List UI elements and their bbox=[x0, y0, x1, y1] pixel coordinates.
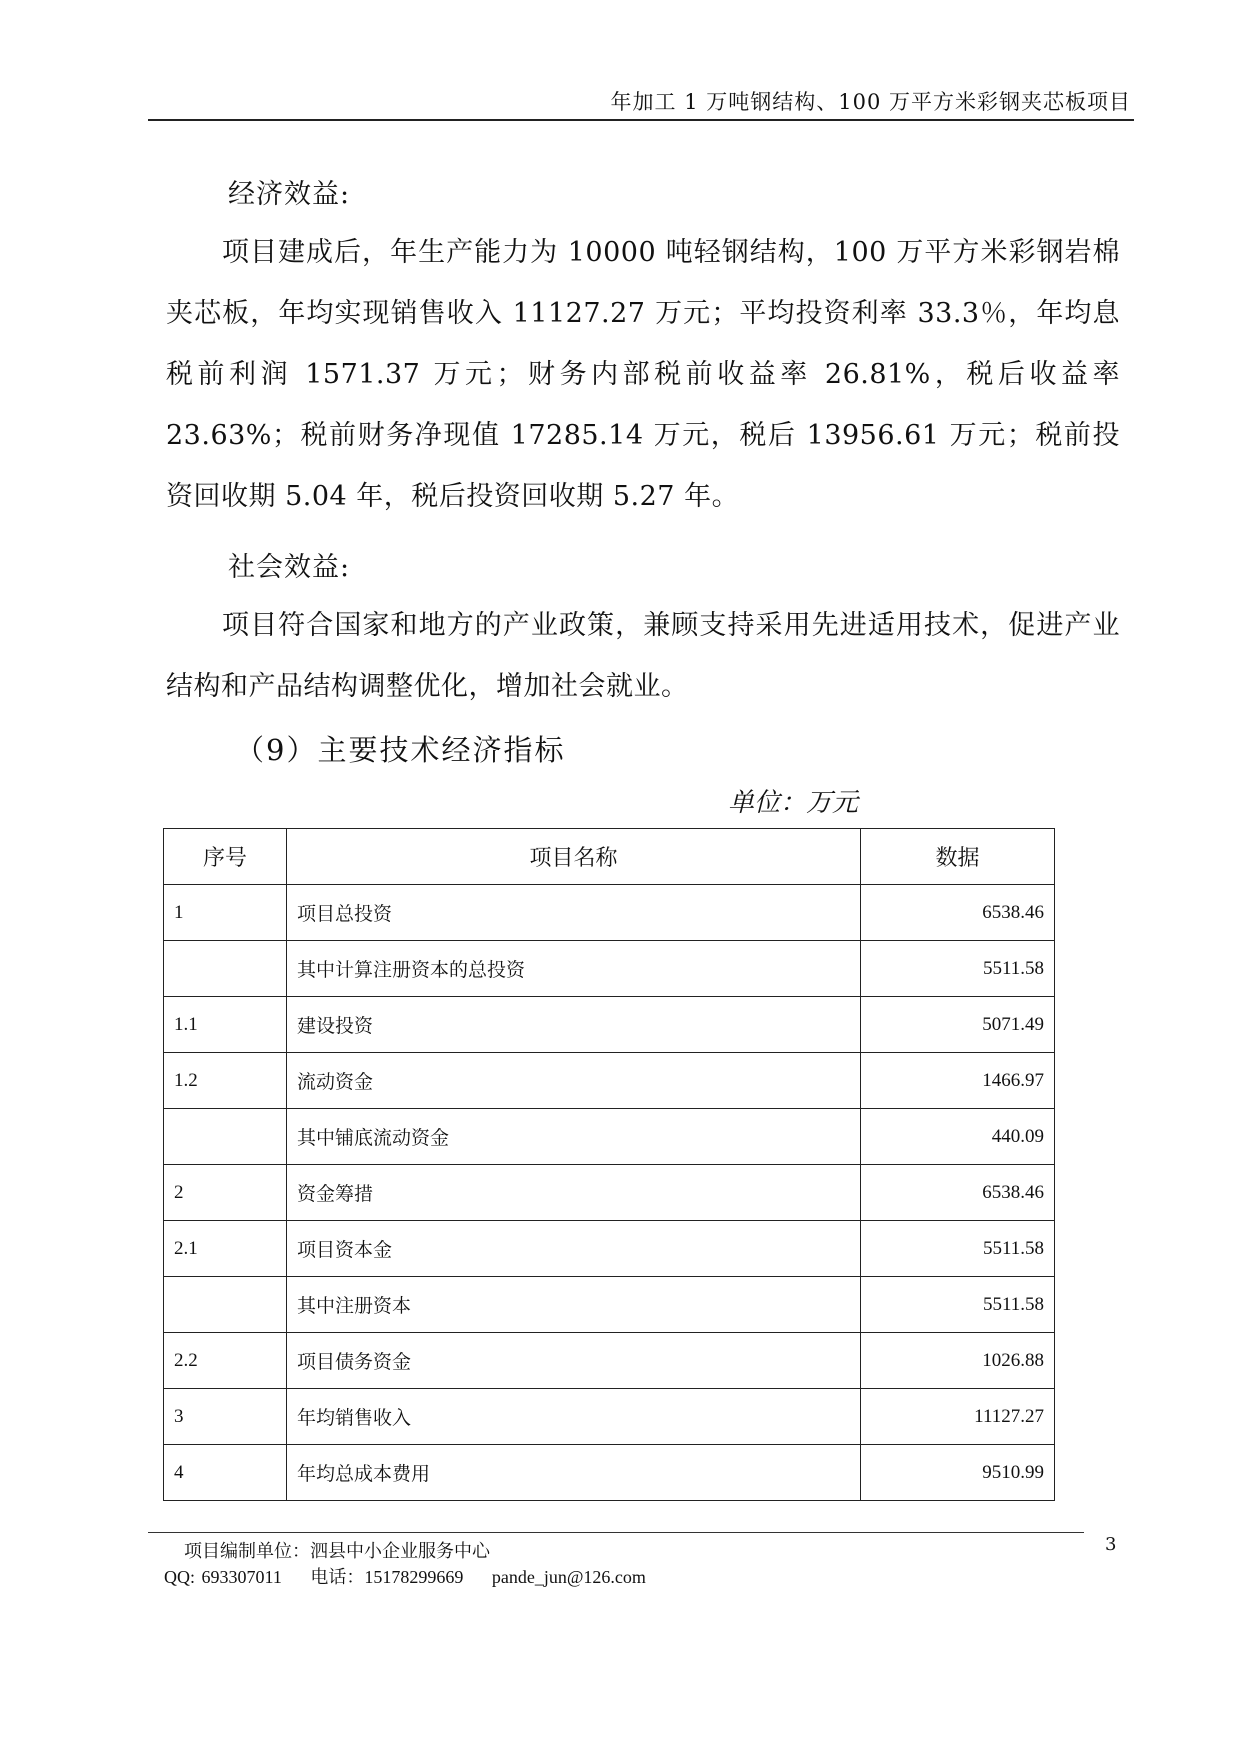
row-value: 11127.27 bbox=[861, 1389, 1055, 1445]
row-value: 5511.58 bbox=[861, 1221, 1055, 1277]
footer-contact bbox=[164, 1563, 668, 1589]
row-name: 项目债务资金 bbox=[287, 1333, 861, 1389]
table-row bbox=[164, 1445, 1055, 1501]
page-header-title: 年加工 1 万吨钢结构、100 万平方米彩钢夹芯板项目 bbox=[610, 90, 1131, 114]
footer-phone: 电话：15178299669 bbox=[310, 1567, 464, 1587]
row-seq: 1 bbox=[164, 885, 287, 941]
row-value: 5511.58 bbox=[861, 941, 1055, 997]
indicators-heading: （9）主要技术经济指标 bbox=[235, 733, 566, 767]
row-name: 其中铺底流动资金 bbox=[287, 1109, 861, 1165]
row-seq bbox=[164, 1277, 287, 1333]
row-seq: 3 bbox=[164, 1389, 287, 1445]
row-seq: 1.1 bbox=[164, 997, 287, 1053]
row-seq: 2.2 bbox=[164, 1333, 287, 1389]
table-row bbox=[164, 997, 1055, 1053]
row-value: 6538.46 bbox=[861, 1165, 1055, 1221]
social-benefit-paragraph: 项目符合国家和地方的产业政策，兼顾支持采用先进适用技术，促进产业结构和产品结构调整优化，增加社会就业。 bbox=[166, 610, 1120, 702]
table-row bbox=[164, 1053, 1055, 1109]
row-value: 6538.46 bbox=[861, 885, 1055, 941]
footer-divider bbox=[148, 1532, 1084, 1533]
row-value: 5511.58 bbox=[861, 1277, 1055, 1333]
table-row bbox=[164, 1109, 1055, 1165]
table-row bbox=[164, 1333, 1055, 1389]
row-seq bbox=[164, 941, 287, 997]
row-seq: 2 bbox=[164, 1165, 287, 1221]
row-name: 其中计算注册资本的总投资 bbox=[287, 941, 861, 997]
footer-email: pande_jun@126.com bbox=[491, 1567, 646, 1587]
row-seq: 4 bbox=[164, 1445, 287, 1501]
row-name: 其中注册资本 bbox=[287, 1277, 861, 1333]
column-header-value: 数据 bbox=[861, 829, 1055, 885]
row-value: 5071.49 bbox=[861, 997, 1055, 1053]
table-row bbox=[164, 941, 1055, 997]
table-row bbox=[164, 1221, 1055, 1277]
row-name: 流动资金 bbox=[287, 1053, 861, 1109]
economic-benefit-paragraph: 项目建成后，年生产能力为 10000 吨轻钢结构，100 万平方米彩钢岩棉夹芯板，年均实现销售收入 11127.27 万元；平均投资利率 33.3％，年均息税前利润 1571.37 万元；财务内部税前收益率 26.81%，税后收益率 23.63%；税前财务净现值 17285.14 万元，税后 13956.61 万元；税前投资回收期 5.04 年，税后投资回收期 5.27 年。 bbox=[166, 237, 1120, 512]
row-name: 建设投资 bbox=[287, 997, 861, 1053]
row-value: 440.09 bbox=[861, 1109, 1055, 1165]
table-header-row bbox=[164, 829, 1055, 885]
table-row bbox=[164, 885, 1055, 941]
column-header-name: 项目名称 bbox=[287, 829, 861, 885]
footer-compiler-unit: 项目编制单位：泗县中小企业服务中心 bbox=[184, 1541, 490, 1562]
table-row bbox=[164, 1389, 1055, 1445]
indicators-table bbox=[163, 828, 1055, 1501]
footer-qq: QQ: 693307011 bbox=[164, 1567, 282, 1587]
table-row bbox=[164, 1277, 1055, 1333]
row-name: 项目资本金 bbox=[287, 1221, 861, 1277]
row-name: 年均销售收入 bbox=[287, 1389, 861, 1445]
page-number: 3 bbox=[1105, 1534, 1117, 1555]
table-row bbox=[164, 1165, 1055, 1221]
row-name: 项目总投资 bbox=[287, 885, 861, 941]
economic-benefit-heading: 经济效益: bbox=[228, 179, 351, 210]
unit-label: 单位：万元 bbox=[728, 788, 859, 818]
row-value: 1466.97 bbox=[861, 1053, 1055, 1109]
social-benefit-heading: 社会效益: bbox=[228, 552, 351, 583]
row-seq: 1.2 bbox=[164, 1053, 287, 1109]
row-name: 年均总成本费用 bbox=[287, 1445, 861, 1501]
row-seq: 2.1 bbox=[164, 1221, 287, 1277]
row-value: 9510.99 bbox=[861, 1445, 1055, 1501]
row-value: 1026.88 bbox=[861, 1333, 1055, 1389]
row-seq bbox=[164, 1109, 287, 1165]
row-name: 资金筹措 bbox=[287, 1165, 861, 1221]
header-divider bbox=[148, 119, 1134, 121]
column-header-seq: 序号 bbox=[164, 829, 287, 885]
